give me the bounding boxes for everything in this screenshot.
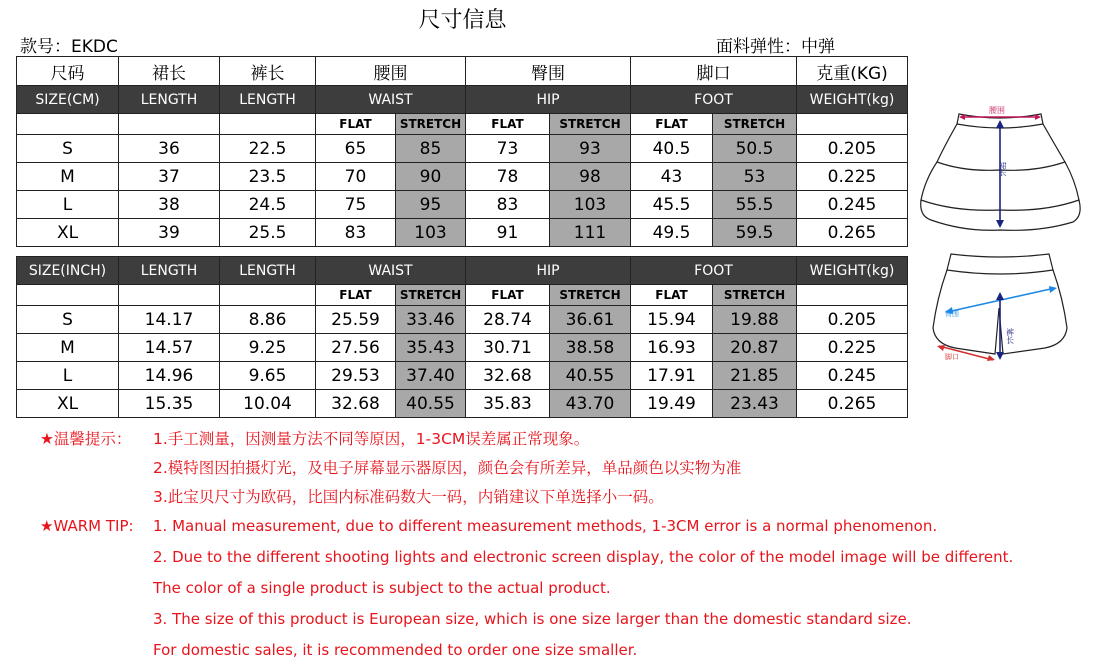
col-size-en: SIZE(INCH) xyxy=(17,257,119,285)
table-cell: 85 xyxy=(396,135,466,163)
skirt-length-label: 裙长 xyxy=(999,162,1007,176)
english-header-row xyxy=(17,257,908,285)
table-cell: 35.83 xyxy=(466,390,550,418)
table-cell: 55.5 xyxy=(713,191,797,219)
table-cell: 43 xyxy=(631,163,713,191)
star-icon: ★ xyxy=(40,430,54,448)
table-cell: 65 xyxy=(316,135,396,163)
table-cell: 9.65 xyxy=(220,362,316,390)
col-size-en: SIZE(CM) xyxy=(17,86,119,114)
skirt-diagram xyxy=(915,100,1085,235)
table-cell: 20.87 xyxy=(713,334,797,362)
size-cell: S xyxy=(17,306,119,334)
col-hip-cn: 臀围 xyxy=(466,57,631,86)
table-cell: 49.5 xyxy=(631,219,713,247)
table-row xyxy=(17,219,908,247)
col-pants-length-cn: 裤长 xyxy=(220,57,316,86)
col-length-en: LENGTH xyxy=(119,86,220,114)
col-waist-en: WAIST xyxy=(316,86,466,114)
table-cell: 32.68 xyxy=(466,362,550,390)
table-cell: 16.93 xyxy=(631,334,713,362)
table-cell: 39 xyxy=(119,219,220,247)
tip-en-3: 3. The size of this product is European size, which is one size larger than the domestic standard size. xyxy=(153,610,912,628)
table-cell: 40.55 xyxy=(550,362,631,390)
table-cell: 0.225 xyxy=(797,334,908,362)
table-cell: 33.46 xyxy=(396,306,466,334)
tip-en-1: 1. Manual measurement, due to different measurement methods, 1-3CM error is a normal phenomenon. xyxy=(153,517,938,535)
size-cell: L xyxy=(17,191,119,219)
table-cell: 0.245 xyxy=(797,191,908,219)
stretch-label: STRETCH xyxy=(713,285,797,306)
stretch-label: STRETCH xyxy=(396,285,466,306)
table-cell: 36 xyxy=(119,135,220,163)
flat-stretch-row xyxy=(17,114,908,135)
table-cell: 0.205 xyxy=(797,306,908,334)
table-row xyxy=(17,135,908,163)
table-cell: 14.96 xyxy=(119,362,220,390)
table-cell: 0.205 xyxy=(797,135,908,163)
stretch-label: STRETCH xyxy=(550,114,631,135)
col-waist-cn: 腰围 xyxy=(316,57,466,86)
skirt-waist-label: 腰围 xyxy=(989,106,1005,115)
table-cell: 15.94 xyxy=(631,306,713,334)
table-cell: 0.265 xyxy=(797,390,908,418)
stretch-label: STRETCH xyxy=(396,114,466,135)
table-cell: 0.225 xyxy=(797,163,908,191)
table-cell: 0.245 xyxy=(797,362,908,390)
table-cell: 83 xyxy=(316,219,396,247)
table-row xyxy=(17,362,908,390)
table-cell: 53 xyxy=(713,163,797,191)
col-weight-en: WEIGHT(kg) xyxy=(797,257,908,285)
col-foot-en: FOOT xyxy=(631,257,797,285)
table-cell: 103 xyxy=(396,219,466,247)
table-cell: 70 xyxy=(316,163,396,191)
table-cell: 8.86 xyxy=(220,306,316,334)
table-cell: 28.74 xyxy=(466,306,550,334)
size-cell: XL xyxy=(17,219,119,247)
col-length-en: LENGTH xyxy=(220,86,316,114)
size-cell: M xyxy=(17,334,119,362)
table-cell: 23.43 xyxy=(713,390,797,418)
table-cell: 25.59 xyxy=(316,306,396,334)
table-cell: 91 xyxy=(466,219,550,247)
table-row xyxy=(17,191,908,219)
table-row xyxy=(17,390,908,418)
english-header-row xyxy=(17,86,908,114)
table-cell: 22.5 xyxy=(220,135,316,163)
table-cell: 36.61 xyxy=(550,306,631,334)
tip-en-2: 2. Due to the different shooting lights and electronic screen display, the color of the model image will be different. xyxy=(153,548,1014,566)
table-cell: 45.5 xyxy=(631,191,713,219)
size-cell: S xyxy=(17,135,119,163)
table-cell: 40.5 xyxy=(631,135,713,163)
shorts-foot-label: 脚口 xyxy=(945,353,959,361)
flat-label: FLAT xyxy=(316,114,396,135)
table-cell: 111 xyxy=(550,219,631,247)
col-hip-en: HIP xyxy=(466,257,631,285)
table-row xyxy=(17,306,908,334)
table-cell: 25.5 xyxy=(220,219,316,247)
col-weight-cn: 克重(KG) xyxy=(797,57,908,86)
table-cell: 37 xyxy=(119,163,220,191)
tip-zh-3: 3.此宝贝尺寸为欧码，比国内标准码数大一码，内销建议下单选择小一码。 xyxy=(153,488,664,506)
table-row xyxy=(17,163,908,191)
table-cell: 27.56 xyxy=(316,334,396,362)
col-skirt-length-cn: 裙长 xyxy=(119,57,220,86)
table-cell: 93 xyxy=(550,135,631,163)
flat-label: FLAT xyxy=(631,285,713,306)
table-cell: 98 xyxy=(550,163,631,191)
table-cell: 32.68 xyxy=(316,390,396,418)
fabric-elasticity: 面料弹性：中弹 xyxy=(716,37,835,57)
table-cell: 43.70 xyxy=(550,390,631,418)
shorts-hip-label: 臀围 xyxy=(945,310,959,318)
table-cell: 38 xyxy=(119,191,220,219)
table-cell: 90 xyxy=(396,163,466,191)
col-foot-cn: 脚口 xyxy=(631,57,797,86)
col-length-en: LENGTH xyxy=(220,257,316,285)
table-cell: 19.88 xyxy=(713,306,797,334)
table-cell: 17.91 xyxy=(631,362,713,390)
table-cell: 50.5 xyxy=(713,135,797,163)
table-cell: 10.04 xyxy=(220,390,316,418)
table-cell: 73 xyxy=(466,135,550,163)
table-cell: 78 xyxy=(466,163,550,191)
tip-zh-1: 1.手工测量，因测量方法不同等原因，1-3CM误差属正常现象。 xyxy=(153,430,590,448)
table-cell: 24.5 xyxy=(220,191,316,219)
tip-label-zh: ★温馨提示： xyxy=(40,430,132,448)
flat-label: FLAT xyxy=(631,114,713,135)
table-cell: 75 xyxy=(316,191,396,219)
size-cell: XL xyxy=(17,390,119,418)
table-cell: 21.85 xyxy=(713,362,797,390)
stretch-label: STRETCH xyxy=(713,114,797,135)
flat-label: FLAT xyxy=(466,285,550,306)
size-cell: L xyxy=(17,362,119,390)
tip-label-en: ★WARM TIP: xyxy=(40,517,134,535)
chinese-header-row xyxy=(17,57,908,86)
table-cell: 37.40 xyxy=(396,362,466,390)
table-cell: 30.71 xyxy=(466,334,550,362)
col-size-cn: 尺码 xyxy=(17,57,119,86)
table-cell: 95 xyxy=(396,191,466,219)
stretch-label: STRETCH xyxy=(550,285,631,306)
table-cell: 14.17 xyxy=(119,306,220,334)
col-waist-en: WAIST xyxy=(316,257,466,285)
page-title: 尺寸信息 xyxy=(418,8,507,33)
table-cell: 15.35 xyxy=(119,390,220,418)
table-cell: 59.5 xyxy=(713,219,797,247)
tip-en-2b: The color of a single product is subject to the actual product. xyxy=(153,579,611,597)
col-foot-en: FOOT xyxy=(631,86,797,114)
col-hip-en: HIP xyxy=(466,86,631,114)
table-cell: 19.49 xyxy=(631,390,713,418)
flat-stretch-row xyxy=(17,285,908,306)
col-weight-en: WEIGHT(kg) xyxy=(797,86,908,114)
tip-zh-2: 2.模特图因拍摄灯光，及电子屏幕显示器原因，颜色会有所差异，单品颜色以实物为准 xyxy=(153,459,742,477)
table-cell: 83 xyxy=(466,191,550,219)
star-icon: ★ xyxy=(40,517,54,535)
col-length-en: LENGTH xyxy=(119,257,220,285)
table-cell: 29.53 xyxy=(316,362,396,390)
table-cell: 23.5 xyxy=(220,163,316,191)
flat-label: FLAT xyxy=(466,114,550,135)
size-table-inch xyxy=(16,256,908,418)
table-cell: 40.55 xyxy=(396,390,466,418)
flat-label: FLAT xyxy=(316,285,396,306)
table-cell: 0.265 xyxy=(797,219,908,247)
table-row xyxy=(17,334,908,362)
table-cell: 35.43 xyxy=(396,334,466,362)
tip-en-3b: For domestic sales, it is recommended to order one size smaller. xyxy=(153,641,638,659)
shorts-length-label: 裤长 xyxy=(1005,328,1015,344)
size-table-cm xyxy=(16,56,908,247)
style-number: 款号：EKDC xyxy=(20,37,118,57)
table-cell: 9.25 xyxy=(220,334,316,362)
size-cell: M xyxy=(17,163,119,191)
table-cell: 14.57 xyxy=(119,334,220,362)
table-cell: 38.58 xyxy=(550,334,631,362)
table-cell: 103 xyxy=(550,191,631,219)
shorts-diagram xyxy=(915,248,1085,368)
